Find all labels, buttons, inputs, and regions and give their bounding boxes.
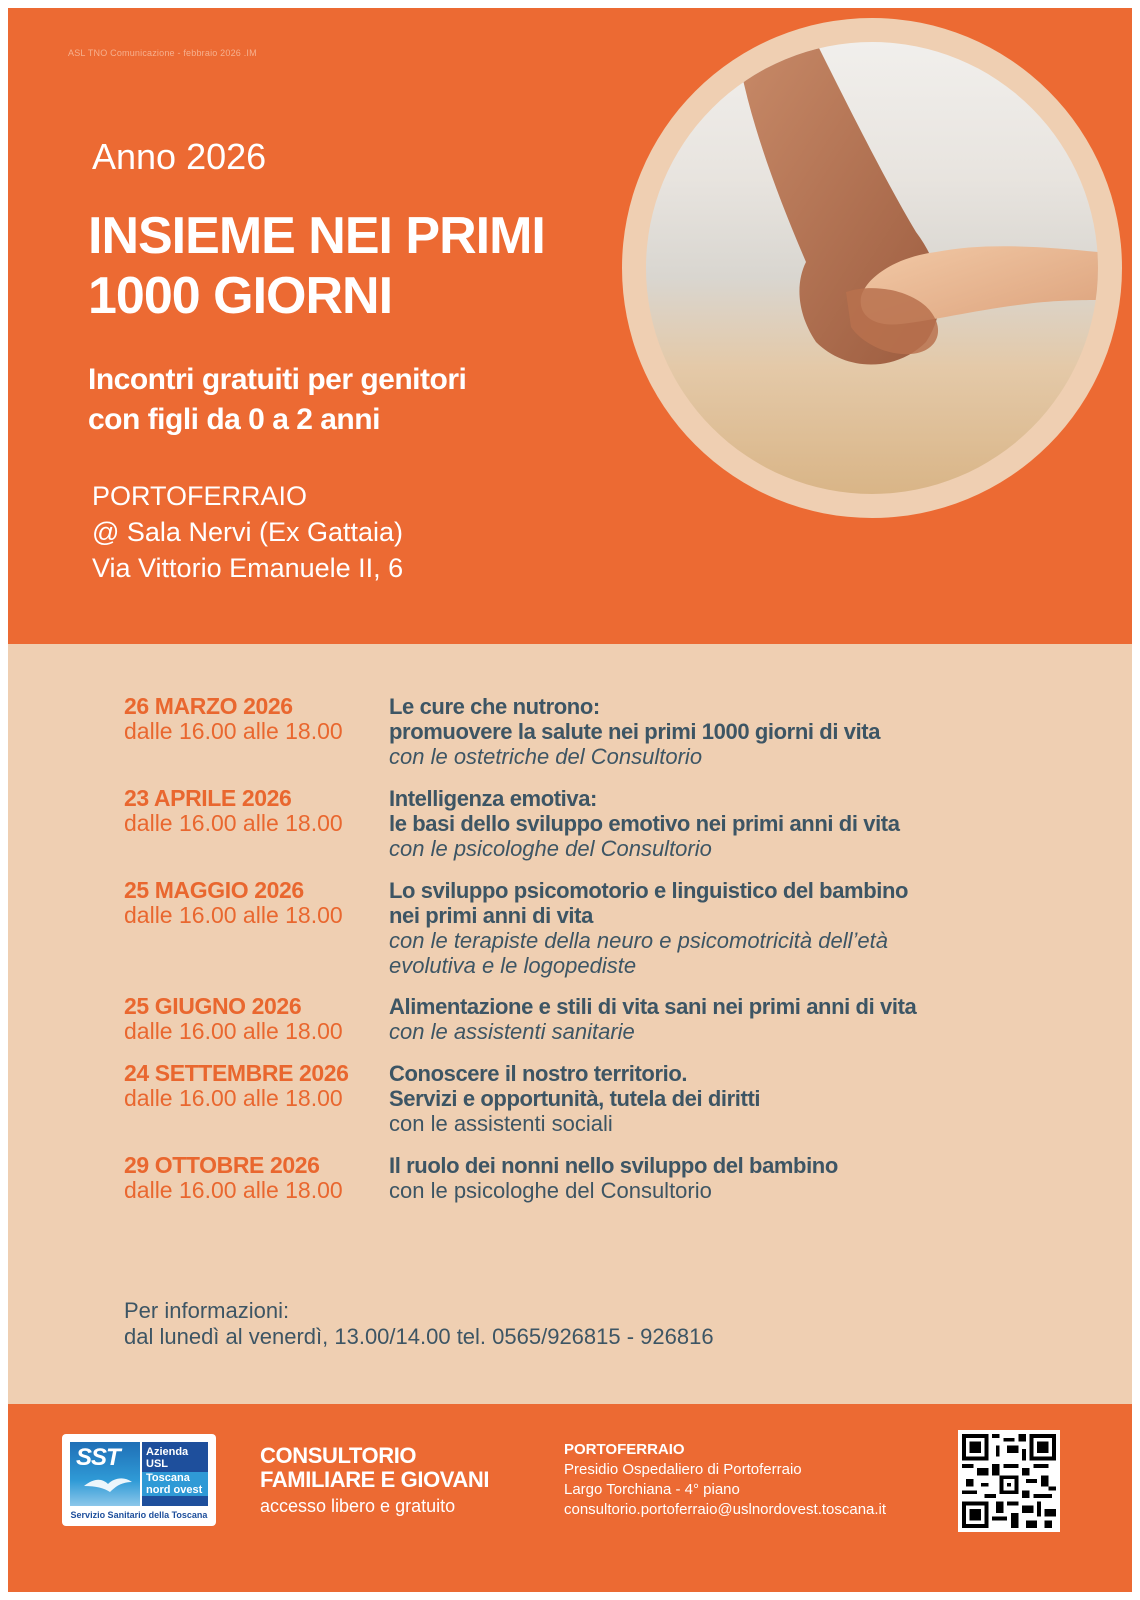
location-venue: @ Sala Nervi (Ex Gattaia) [92, 517, 404, 547]
event-date: 23 APRILE 2026 [124, 785, 292, 811]
holding-hands-illustration [646, 42, 1098, 494]
event-title: Lo sviluppo psicomotorio e linguistico del bambino [389, 878, 909, 903]
event-speakers: con le terapiste della neuro e psicomotricità dell’età [389, 928, 888, 953]
event-date: 29 OTTOBRE 2026 [124, 1152, 320, 1178]
consultorio-name-1: CONSULTORIO [260, 1443, 417, 1468]
event-title: Conoscere il nostro territorio. [389, 1061, 688, 1086]
event-topic [389, 994, 1009, 1044]
usl-logo-line: Toscana [142, 1472, 208, 1484]
event-date: 25 MAGGIO 2026 [124, 877, 304, 903]
title-line-1: INSIEME NEI PRIMI [88, 207, 545, 265]
sst-logo-mark [70, 1442, 140, 1506]
title-line-2: 1000 GIORNI [88, 267, 393, 325]
year-label: Anno 2026 [92, 136, 267, 177]
address-block [564, 1440, 886, 1520]
header-panel [8, 8, 1132, 644]
subtitle-line-2: con figli da 0 a 2 anni [88, 403, 380, 436]
event-topic [389, 694, 1009, 769]
event-title: Intelligenza emotiva: [389, 786, 597, 811]
event-topic [389, 1061, 1009, 1136]
event-speakers: con le assistenti sanitarie [389, 1019, 635, 1044]
event-topic [389, 1153, 1009, 1203]
address-line-2: Largo Torchiana - 4° piano [564, 1481, 740, 1498]
address-city: PORTOFERRAIO [564, 1441, 685, 1458]
usl-logo-line: nord ovest [142, 1484, 208, 1496]
location-block [92, 478, 403, 586]
seagull-icon [70, 1442, 140, 1506]
event-time: dalle 16.00 alle 18.00 [124, 1177, 343, 1203]
event-date-block [124, 1153, 394, 1203]
event-time: dalle 16.00 alle 18.00 [124, 902, 343, 928]
address-line-1: Presidio Ospedaliero di Portoferraio [564, 1461, 802, 1478]
event-date: 25 GIUGNO 2026 [124, 993, 302, 1019]
info-label: Per informazioni: [124, 1298, 290, 1323]
contact-email[interactable]: consultorio.portoferraio@uslnordovest.toscana.it [564, 1501, 887, 1518]
sst-logo-text: SST [76, 1444, 120, 1471]
event-speakers: con le assistenti sociali [389, 1111, 613, 1136]
event-speakers: con le ostetriche del Consultorio [389, 744, 703, 769]
qr-code[interactable] [958, 1430, 1060, 1532]
event-title: Servizi e opportunità, tutela dei diritti [389, 1086, 761, 1111]
usl-logo [62, 1434, 216, 1526]
page-title [88, 206, 545, 326]
list-item [124, 1153, 1004, 1213]
event-time: dalle 16.00 alle 18.00 [124, 1085, 343, 1111]
usl-logo-line: USL [146, 1458, 168, 1470]
event-date: 24 SETTEMBRE 2026 [124, 1060, 349, 1086]
event-date-block [124, 878, 394, 928]
consultorio-name-2: FAMILIARE E GIOVANI [260, 1467, 490, 1492]
event-time: dalle 16.00 alle 18.00 [124, 1018, 343, 1044]
poster [8, 8, 1132, 1592]
event-title: Le cure che nutrono: [389, 694, 600, 719]
event-topic [389, 878, 1009, 978]
location-street: Via Vittorio Emanuele II, 6 [92, 553, 404, 583]
usl-logo-line: Azienda [146, 1446, 189, 1458]
event-time: dalle 16.00 alle 18.00 [124, 718, 343, 744]
info-block [124, 1298, 714, 1350]
event-date: 26 MARZO 2026 [124, 693, 293, 719]
consultorio-block [260, 1444, 489, 1520]
event-speakers: con le psicologhe del Consultorio [389, 836, 712, 861]
subtitle [88, 360, 466, 440]
footer-panel [8, 1404, 1132, 1592]
event-topic [389, 786, 1009, 861]
list-item [124, 786, 1004, 878]
holding-hands-photo [646, 42, 1098, 494]
event-title: promuovere la salute nei primi 1000 giorni di vita [389, 719, 881, 744]
event-title: Alimentazione e stili di vita sani nei primi anni di vita [389, 994, 917, 1019]
event-title: le basi dello sviluppo emotivo nei primi anni di vita [389, 811, 900, 836]
location-city: PORTOFERRAIO [92, 481, 308, 511]
event-title: Il ruolo dei nonni nello sviluppo del bambino [389, 1153, 838, 1178]
usl-logo-block [142, 1442, 208, 1506]
event-date-block [124, 694, 394, 744]
usl-logo-caption: Servizio Sanitario della Toscana [70, 1510, 208, 1520]
access-note: accesso libero e gratuito [260, 1496, 456, 1516]
event-date-block [124, 994, 394, 1044]
event-speakers: con le psicologhe del Consultorio [389, 1178, 712, 1203]
list-item [124, 994, 1004, 1061]
list-item [124, 1061, 1004, 1153]
event-date-block [124, 1061, 394, 1111]
credit-line: ASL TNO Comunicazione - febbraio 2026 .IM [68, 48, 257, 58]
info-details: dal lunedì al venerdì, 13.00/14.00 tel. 0565/926815 - 926816 [124, 1324, 714, 1349]
list-item [124, 694, 1004, 786]
subtitle-line-1: Incontri gratuiti per genitori [88, 363, 467, 396]
event-speakers: evolutiva e le logopediste [389, 953, 637, 978]
list-item [124, 878, 1004, 994]
qr-code-icon [962, 1434, 1056, 1528]
schedule-list [124, 694, 1004, 1213]
event-time: dalle 16.00 alle 18.00 [124, 810, 343, 836]
event-date-block [124, 786, 394, 836]
event-title: nei primi anni di vita [389, 903, 593, 928]
